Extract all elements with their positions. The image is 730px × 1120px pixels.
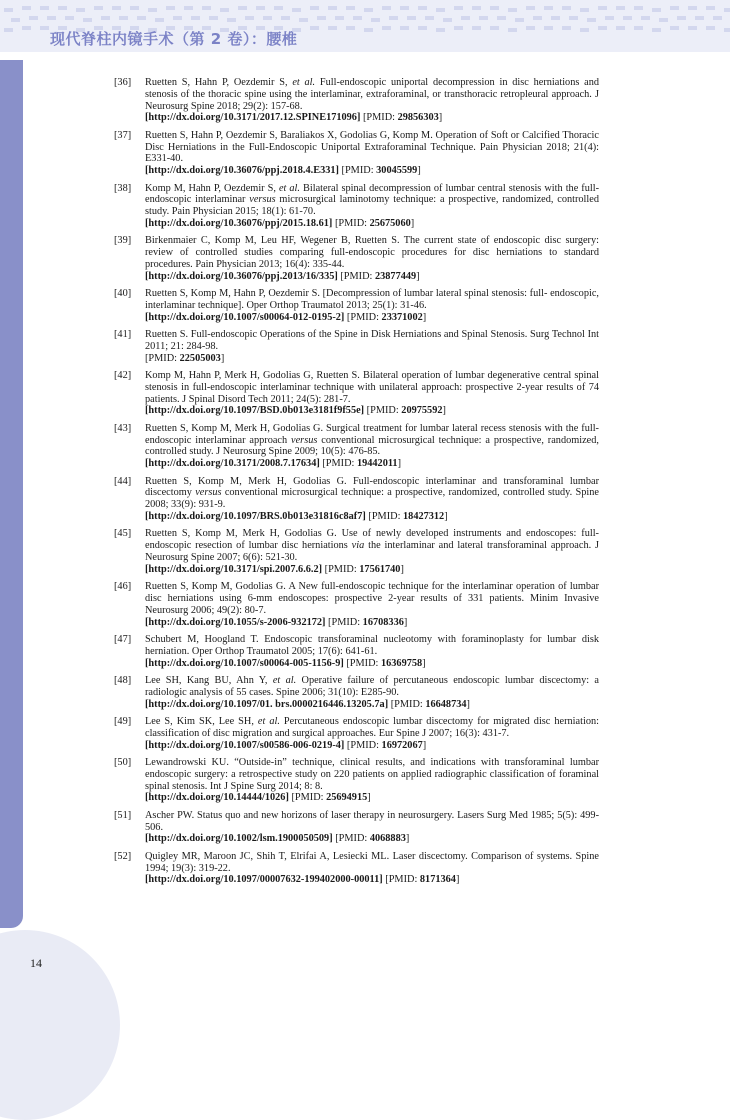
reference-number: [44] [114, 475, 132, 487]
pmid-suffix: ] [400, 563, 404, 575]
header-pattern-dash [490, 6, 499, 10]
doi-link[interactable]: [http://dx.doi.org/10.1007/s00064-005-1156-9] [145, 657, 344, 669]
header-pattern-dash [436, 8, 445, 12]
header-pattern-dash [724, 28, 730, 32]
reference-text-line: lumbar endoscopic surgery: a retrospective study on 220 patients on applied radiographic classification [145, 756, 599, 780]
header-pattern-dash [220, 8, 229, 12]
pmid-number: 25694915 [326, 792, 368, 804]
header-pattern-dash [407, 16, 416, 20]
reference-item [114, 235, 599, 282]
reference-text-line: Komp M, Hahn P, Oezdemir S, et al. Bilateral spinal decompression of lumbar central stenosis with [145, 182, 563, 194]
pmid-number: 22505003 [179, 352, 221, 364]
header-pattern-dash [292, 8, 301, 12]
doi-link[interactable]: [http://dx.doi.org/10.36076/ppj.2018.4.E331] [145, 165, 339, 177]
header-pattern-dash [346, 6, 355, 10]
pmid-suffix: ] [367, 792, 371, 804]
header-pattern-dash [245, 16, 254, 20]
header-pattern-dash [695, 16, 704, 20]
pmid-suffix: ] [417, 165, 421, 177]
doi-link[interactable]: [http://dx.doi.org/10.3171/2008.7.17634] [145, 458, 320, 470]
header-pattern-dash [454, 6, 463, 10]
pmid-number: 16369758 [380, 657, 423, 669]
header-pattern-dash [22, 6, 31, 10]
reference-text-line: 2018; 21(4): E331-40. [145, 141, 600, 165]
pmid-number: 4068883 [369, 833, 406, 845]
header-pattern-dash [364, 28, 373, 32]
reference-text-line: Ruetten S, Komp M, Merk H, Godolias G. Surgical treatment for lumbar lateral recess stenosis with [145, 422, 563, 434]
header-pattern-dash [4, 8, 13, 12]
reference-text-line: Quigley MR, Maroon JC, Shih T, Elrifai A, Lesiecki ML. Laser discectomy. Comparison of systems. [145, 850, 573, 862]
header-pattern-dash [238, 6, 247, 10]
pmid-suffix: ] [422, 311, 427, 323]
reference-number: [38] [114, 182, 132, 194]
doi-link[interactable]: [http://dx.doi.org/10.1097/01. brs.0000216446.13205.7a] [145, 698, 389, 710]
reference-item [114, 675, 599, 710]
header-pattern-dash [652, 8, 661, 12]
header-pattern-dash [364, 8, 373, 12]
reference-number: [45] [114, 528, 132, 540]
reference-item [114, 370, 599, 417]
header-pattern-dash [400, 26, 409, 30]
pmid-prefix: [PMID: [388, 698, 426, 710]
reference-item [114, 757, 599, 804]
reference-text-line: Ruetten S, Komp M, Godolias G. A New full-endoscopic technique for the interlaminar operation of [145, 581, 567, 593]
reference-text-line: endoscopic, interlaminar technique]. Oper Orthop Traumatol 2013; 25(1): 31-46. [145, 288, 599, 311]
reference-number: [43] [114, 422, 132, 434]
reference-text-line: Ruetten S, Hahn P, Oezdemir S, Baraliakos X, Godolias G, Komp M. Operation of Soft or Calcified [145, 129, 560, 141]
doi-link[interactable]: [http://dx.doi.org/10.1097/BRS.0b013e31816c8af7] [145, 511, 366, 523]
header-pattern-dash [274, 6, 283, 10]
header-pattern-dash [598, 26, 607, 30]
reference-text-line: Spine 2008; 33(9): 931-9. [145, 487, 599, 511]
pmid-suffix: ] [410, 217, 415, 229]
reference-text-line: Lee S, Kim SK, Lee SH, et al. Percutaneous endoscopic lumbar discectomy for migrated disc [145, 715, 551, 727]
header-pattern-dash [310, 6, 319, 10]
reference-text-line: results of 74 patients. J Spinal Disord Tech 2011; 24(5): 281-7. [145, 381, 600, 405]
header-pattern-dash [418, 26, 427, 30]
header-pattern-dash [443, 18, 452, 22]
pmid-number: 23371002 [381, 311, 423, 323]
doi-link[interactable]: [http://dx.doi.org/10.1002/lsm.1900050509] [145, 833, 333, 845]
header-pattern-dash [634, 6, 643, 10]
header-pattern-dash [400, 6, 409, 10]
pmid-number: 16648734 [425, 698, 467, 710]
pmid-suffix: ] [220, 352, 225, 364]
header-pattern-dash [335, 16, 344, 20]
pmid-number: 30045599 [376, 165, 418, 177]
header-pattern-dash [299, 18, 308, 22]
reference-text-line: approach. J Neurosurg Spine 2018; 29(2): 157-68. [145, 88, 600, 112]
header-pattern-dash [22, 26, 31, 30]
header-pattern-dash [65, 16, 74, 20]
pmid-prefix: [PMID: [343, 657, 381, 669]
header-pattern-dash [526, 26, 535, 30]
header-pattern-dash [706, 26, 715, 30]
doi-link[interactable]: [http://dx.doi.org/10.1007/s00064-012-0195-2] [145, 311, 345, 323]
header-pattern-dash [544, 6, 553, 10]
reference-text-line: randomized, controlled study. Pain Physician 2015; 18(1): 61-70. [145, 194, 599, 218]
header-pattern-dash [562, 26, 571, 30]
pmid-prefix: [PMID: [364, 405, 402, 417]
reference-item [114, 581, 599, 628]
pmid-prefix: [PMID: [382, 874, 420, 886]
reference-text-line: herniation. Oper Orthop Traumatol 2005; 17(6): 641-61. [145, 645, 378, 657]
pmid-prefix: [PMID: [365, 511, 404, 523]
page-number-circle [0, 930, 120, 1120]
pmid-number: 16972067 [381, 739, 423, 751]
header-pattern-dash [173, 16, 182, 20]
pmid-suffix: ] [422, 657, 426, 669]
pmid-prefix: [PMID: [322, 563, 360, 575]
header-pattern-dash [112, 6, 121, 10]
header-pattern-dash [616, 6, 625, 10]
reference-number: [41] [114, 329, 132, 341]
pmid-number: 19442011 [356, 458, 398, 470]
reference-number: [48] [114, 674, 132, 686]
reference-text-line: Lee SH, Kang BU, Ahn Y, et al. Operative failure of percutaneous endoscopic lumbar discectomy: a [145, 674, 599, 686]
reference-number: [46] [114, 581, 132, 593]
header-pattern-dash [659, 18, 668, 22]
header-pattern-dash [605, 16, 614, 20]
header-pattern-dash [713, 16, 722, 20]
header-pattern-dash [670, 26, 679, 30]
doi-link[interactable]: [http://dx.doi.org/10.1097/BSD.0b013e3181f9f55e] [145, 405, 365, 417]
header-pattern-dash [634, 26, 643, 30]
header-pattern-dash [706, 6, 715, 10]
pmid-suffix: ] [422, 739, 427, 751]
doi-link[interactable]: [http://dx.doi.org/10.3171/spi.2007.6.6.2] [145, 563, 323, 575]
reference-text-line: endoscopic resection of lumbar disc herniations via the interlaminar and lateral transforaminal [145, 540, 547, 552]
header-pattern-dash [47, 16, 56, 20]
header-pattern-dash [461, 16, 470, 20]
reference-item [114, 476, 599, 523]
header-pattern-dash [83, 18, 92, 22]
doi-link[interactable]: [http://dx.doi.org/10.3171/2017.12.SPINE171096] [145, 112, 361, 124]
pmid-prefix: [PMID: [338, 165, 377, 177]
header-pattern-dash [209, 16, 218, 20]
header-pattern-dash [101, 16, 110, 20]
header-pattern-dash [148, 8, 157, 12]
pmid-prefix: [PMID: [319, 458, 357, 470]
header-pattern-dash [526, 6, 535, 10]
header-pattern-dash [724, 8, 730, 12]
header-pattern-dash [11, 18, 20, 22]
reference-text-line: randomized, controlled study. J Neurosurg Spine 2009; 10(5): 476-85. [145, 434, 599, 458]
header-pattern-dash [562, 6, 571, 10]
header-pattern-dash [94, 6, 103, 10]
pmid-prefix: [PMID: [288, 792, 327, 804]
header-pattern-dash [191, 16, 200, 20]
header-pattern-dash [616, 26, 625, 30]
reference-text-line: of foraminal spinal stenosis. Int J Spine Surg 2014; 8: 8. [145, 768, 600, 792]
reference-item [114, 634, 599, 669]
reference-text-line: Ruetten S, Komp M, Hahn P, Oezdemir S. [Decompression of lumbar lateral spinal stenosis: full- [145, 288, 548, 300]
reference-text-line: standard procedures. Pain Physician 2013; 16(4): 335-44. [145, 247, 599, 270]
reference-text-line: spinal stenosis in full-endoscopic interlaminar technique with unilateral approach: prospective 2-year [145, 370, 599, 393]
reference-item [114, 288, 599, 323]
reference-text-line: 5(5): 499-506. [145, 809, 599, 833]
reference-item [114, 423, 599, 470]
header-pattern-dash [641, 16, 650, 20]
reference-item [114, 77, 599, 124]
header-pattern-dash [587, 18, 596, 22]
reference-text-line: surgery: review of controlled studies comparing full-endoscopic procedures for disc herniations to [145, 235, 599, 259]
header-pattern-dash [353, 16, 362, 20]
reference-item [114, 528, 599, 575]
reference-text-line: Ruetten S, Komp M, Merk H, Godolias G. Use of newly developed instruments and endoscopes: full- [145, 528, 599, 540]
header-pattern-dash [515, 18, 524, 22]
header-pattern-dash [310, 26, 319, 30]
reference-number: [47] [114, 634, 132, 645]
doi-link[interactable]: [http://dx.doi.org/10.1055/s-2006-932172] [145, 616, 326, 628]
side-accent-bar [0, 60, 23, 928]
reference-text-line: the full-endoscopic interlaminar approach versus conventional microsurgical technique: a prospective, [145, 422, 599, 446]
pmid-prefix: [PMID: [145, 352, 180, 364]
header-pattern-dash [328, 6, 337, 10]
header-pattern-dash [652, 28, 661, 32]
header-pattern-dash [551, 16, 560, 20]
pmid-number: 25675060 [369, 217, 411, 229]
reference-text-line: the full-endoscopic interlaminar versus microsurgical laminotomy technique: a prospective, [145, 182, 600, 206]
reference-text-line: Lewandrowski KU. “Outside-in” technique, clinical results, and indications with transforaminal [145, 756, 565, 768]
reference-number: [52] [114, 850, 132, 862]
reference-text-line: Ruetten S. Full-endoscopic Operations of the Spine in Disk Herniations and Spinal Stenosis. Surg [145, 329, 550, 341]
reference-number: [37] [114, 129, 132, 141]
header-pattern-dash [371, 18, 380, 22]
page-number: 14 [30, 956, 42, 970]
header-pattern-dash [580, 28, 589, 32]
header-pattern-dash [472, 6, 481, 10]
header-pattern-dash [166, 6, 175, 10]
header-pattern-dash [688, 26, 697, 30]
header-pattern-dash [508, 8, 517, 12]
pmid-suffix: ] [438, 112, 443, 124]
reference-text-line: radiologic analysis of 55 cases. Spine 2006; 31(10): E285-90. [145, 686, 399, 698]
pmid-number: 18427312 [403, 511, 445, 523]
pmid-number: 16708336 [362, 616, 404, 628]
pmid-number: 17561740 [359, 563, 401, 575]
header-pattern-dash [317, 16, 326, 20]
reference-text-line: Invasive Neurosurg 2006; 49(2): 80-7. [145, 593, 599, 616]
pmid-suffix: ] [466, 698, 470, 710]
reference-list [114, 77, 599, 892]
pmid-suffix: ] [442, 405, 446, 417]
reference-number: [42] [114, 370, 132, 382]
header-pattern-dash [256, 6, 265, 10]
doi-link[interactable]: [http://dx.doi.org/10.36076/ppj.2013/16/335] [145, 270, 338, 282]
header-pattern-dash [490, 26, 499, 30]
header-pattern-dash [670, 6, 679, 10]
header-pattern-dash [155, 18, 164, 22]
header-pattern-dash [623, 16, 632, 20]
header-pattern-dash [479, 16, 488, 20]
header-pattern-dash [29, 16, 38, 20]
reference-text-line: stenosis of the thoracic spine using the interlaminar, extraforaminal, or transthoracic retropleural [145, 88, 549, 100]
doi-link[interactable]: [http://dx.doi.org/10.1097/00007632-199402000-00011] [145, 874, 383, 886]
header-pattern-dash [569, 16, 578, 20]
reference-number: [40] [114, 288, 132, 300]
header-pattern-dash [263, 16, 272, 20]
reference-text-line: Schubert M, Hoogland T. Endoscopic transforaminal nucleotomy with foraminoplasty for lumbar disk [145, 634, 599, 645]
header-pattern-dash [119, 16, 128, 20]
reference-item [114, 130, 599, 177]
reference-item [114, 810, 599, 845]
header-pattern-dash [544, 26, 553, 30]
reference-item [114, 851, 599, 886]
header-pattern-dash [436, 28, 445, 32]
pmid-prefix: [PMID: [332, 833, 370, 845]
header-pattern-dash [508, 28, 517, 32]
header-pattern-dash [40, 26, 49, 30]
running-header-title: 现代脊柱内镜手术（第 2 卷）：腰椎 [50, 30, 298, 48]
pmid-prefix: [PMID: [360, 112, 398, 124]
reference-text-line: lumbar disc herniations using 6-mm endoscopes: prospective 2-year results of 331 patients. Minim [145, 581, 600, 605]
header-pattern-dash [472, 26, 481, 30]
header-pattern-dash [454, 26, 463, 30]
header-pattern-dash [76, 8, 85, 12]
header-pattern-dash [677, 16, 686, 20]
reference-text-line: Birkenmaier C, Komp M, Leu HF, Wegener B, Ruetten S. The current state of endoscopic disc [145, 235, 562, 247]
header-pattern-dash [328, 26, 337, 30]
reference-text-line: discectomy versus conventional microsurgical technique: a prospective, randomized, controlled study. [145, 487, 573, 499]
header-pattern-dash [418, 6, 427, 10]
header-pattern-dash [4, 28, 13, 32]
header-pattern-dash [281, 16, 290, 20]
pmid-number: 23877449 [374, 270, 417, 282]
header-pattern-dash [346, 26, 355, 30]
header-pattern-dash [580, 8, 589, 12]
reference-text-line: Ascher PW. Status quo and new horizons of laser therapy in neurosurgery. Lasers Surg Med 1985; [145, 809, 555, 821]
doi-link[interactable]: [http://dx.doi.org/10.36076/ppj/2015.18.61] [145, 217, 333, 229]
header-pattern-dash [389, 16, 398, 20]
pmid-suffix: ] [397, 458, 402, 470]
doi-link[interactable]: [http://dx.doi.org/10.1007/s00586-006-0219-4] [145, 739, 345, 751]
reference-text-line: herniation: classification of disc migration and surgical approaches. Eur Spine J 2007; 16(3): 431-7. [145, 715, 599, 739]
pmid-suffix: ] [416, 270, 420, 282]
pmid-number: 8171364 [419, 874, 456, 886]
header-pattern-dash [497, 16, 506, 20]
reference-number: [36] [114, 77, 132, 88]
header-pattern-dash [533, 16, 542, 20]
header-pattern-dash [130, 6, 139, 10]
reference-item [114, 716, 599, 751]
reference-text-line: Ruetten S, Komp M, Merk H, Godolias G. Full-endoscopic interlaminar and transforaminal lumbar [145, 475, 599, 487]
reference-number: [51] [114, 809, 132, 821]
reference-text-line: approach. J Neurosurg Spine 2007; 6(6): 521-30. [145, 540, 600, 564]
header-pattern-dash [184, 6, 193, 10]
header-pattern-dash [227, 18, 236, 22]
header-pattern-dash [382, 26, 391, 30]
reference-text-line: Thoracic Disc Herniations in the Full-Endoscopic Uniportal Extraforaminal Technique. Pain Physician [145, 129, 599, 153]
reference-number: [49] [114, 715, 132, 727]
header-pattern-dash [598, 6, 607, 10]
pmid-suffix: ] [444, 511, 448, 523]
header-pattern-dash [40, 6, 49, 10]
header-pattern-dash [382, 6, 391, 10]
pmid-number: 20975592 [401, 405, 443, 417]
reference-item [114, 329, 599, 364]
reference-text-line: Technol Int 2011; 21: 284-98. [145, 329, 600, 352]
pmid-suffix: ] [403, 616, 408, 628]
header-pattern-dash [425, 16, 434, 20]
pmid-prefix: [PMID: [344, 311, 382, 323]
reference-text-line: Ruetten S, Hahn P, Oezdemir S, et al. Full-endoscopic uniportal decompression in disc herniations and [145, 77, 599, 88]
pmid-prefix: [PMID: [325, 616, 363, 628]
pmid-prefix: [PMID: [337, 270, 375, 282]
header-pattern-dash [688, 6, 697, 10]
doi-link[interactable]: [http://dx.doi.org/10.14444/1026] [145, 792, 289, 804]
pmid-suffix: ] [405, 833, 410, 845]
reference-text-line: Komp M, Hahn P, Merk H, Godolias G, Ruetten S. Bilateral operation of lumbar degenerative central [145, 370, 572, 382]
reference-item [114, 183, 599, 230]
reference-number: [39] [114, 235, 132, 247]
reference-number: [50] [114, 756, 132, 768]
header-pattern-dash [58, 6, 67, 10]
pmid-prefix: [PMID: [344, 739, 382, 751]
header-pattern-dash [202, 6, 211, 10]
pmid-prefix: [PMID: [332, 217, 370, 229]
pmid-suffix: ] [455, 874, 460, 886]
pmid-number: 29856303 [397, 112, 439, 124]
reference-text-line: Spine 1994; 19(3): 319-22. [145, 850, 599, 874]
header-pattern-dash [137, 16, 146, 20]
